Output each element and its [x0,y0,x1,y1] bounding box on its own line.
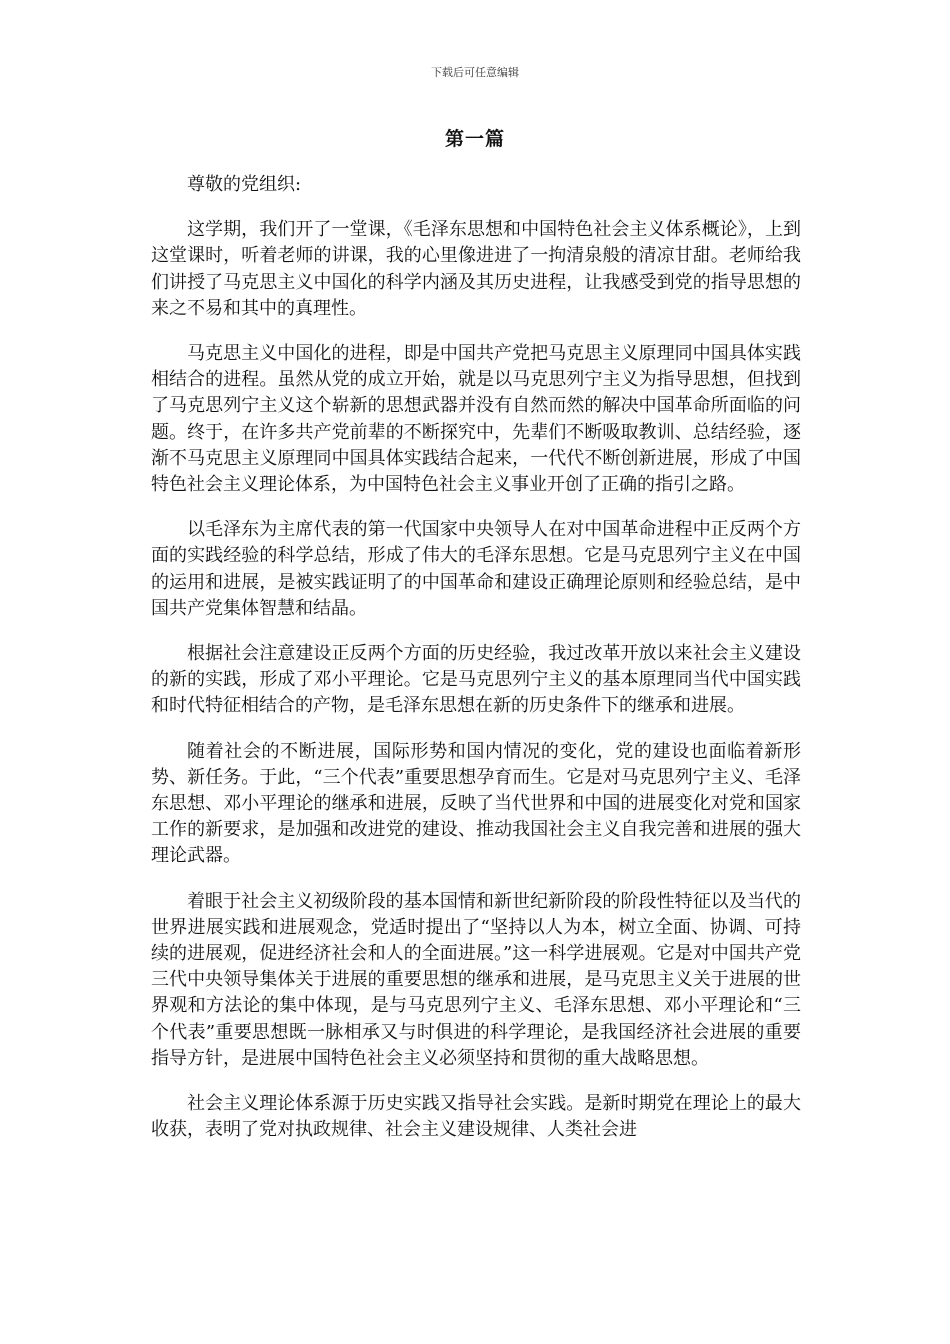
paragraph-3: 以毛泽东为主席代表的第一代国家中央领导人在对中国革命进程中正反两个方面的实践经验的科学总结，形成了伟大的毛泽东思想。它是马克思列宁主义在中国的运用和进展，是被实践证明了的中国革命和建设正确理论原则和经验总结，是中国共产党集体智慧和结晶。 [151,519,801,619]
paragraph-5: 随着社会的不断进展，国际形势和国内情况的变化，党的建设也面临着新形势、新任务。于此，“三个代表”重要思想孕育而生。它是对马克思列宁主义、毛泽东思想、邓小平理论的继承和进展，反映了当代世界和中国的进展变化对党和国家工作的新要求，是加强和改进党的建设、推动我国社会主义自我完善和进展的强大理论武器。 [151,740,801,867]
paragraph-4: 根据社会注意建设正反两个方面的历史经验，我过改革开放以来社会主义建设的新的实践，形成了邓小平理论。它是马克思列宁主义的基本原理同当代中国实践和时代特征相结合的产物，是毛泽东思想在新的历史条件下的继承和进展。 [151,643,801,717]
paragraph-6: 着眼于社会主义初级阶段的基本国情和新世纪新阶段的阶段性特征以及当代的世界进展实践和进展观念，党适时提出了“坚持以人为本，树立全面、协调、可持续的进展观，促进经济社会和人的全面进展。”这一科学进展观。它是对中国共产党三代中央领导集体关于进展的重要思想的继承和进展，是马克思主义关于进展的世界观和方法论的集中体现，是与马克思列宁主义、毛泽东思想、邓小平理论和“三个代表”重要思想既一脉相承又与时俱进的科学理论，是我国经济社会进展的重要指导方针，是进展中国特色社会主义必须坚持和贯彻的重大战略思想。 [151,890,801,1069]
document-title: 第一篇 [444,128,505,150]
paragraph-1: 这学期，我们开了一堂课，《毛泽东思想和中国特色社会主义体系概论》，上到这堂课时，听着老师的讲课，我的心里像进进了一拘清泉般的清凉甘甜。老师给我们讲授了马克思主义中国化的科学内涵及其历史进程，让我感受到党的指导思想的来之不易和其中的真理性。 [151,219,801,319]
paragraph-7: 社会主义理论体系源于历史实践又指导社会实践。是新时期党在理论上的最大收获，表明了党对执政规律、社会主义建设规律、人类社会进 [151,1093,801,1141]
salutation: 尊敬的党组织: [187,174,302,195]
paragraph-2: 马克思主义中国化的进程，即是中国共产党把马克思主义原理同中国具体实践相结合的进程。虽然从党的成立开始，就是以马克思列宁主义为指导思想，但找到了马克思列宁主义这个崭新的思想武器并没有自然而然的解决中国革命所面临的问题。终于，在许多共产党前辈的不断探究中，先辈们不断吸取教训、总结经验，逐渐不马克思主义原理同中国具体实践结合起来，一代代不断创新进展，形成了中国特色社会主义理论体系，为中国特色社会主义事业开创了正确的指引之路。 [151,343,801,496]
page-header-note: 下载后可任意编辑 [431,66,519,79]
document-body [151,172,801,1163]
